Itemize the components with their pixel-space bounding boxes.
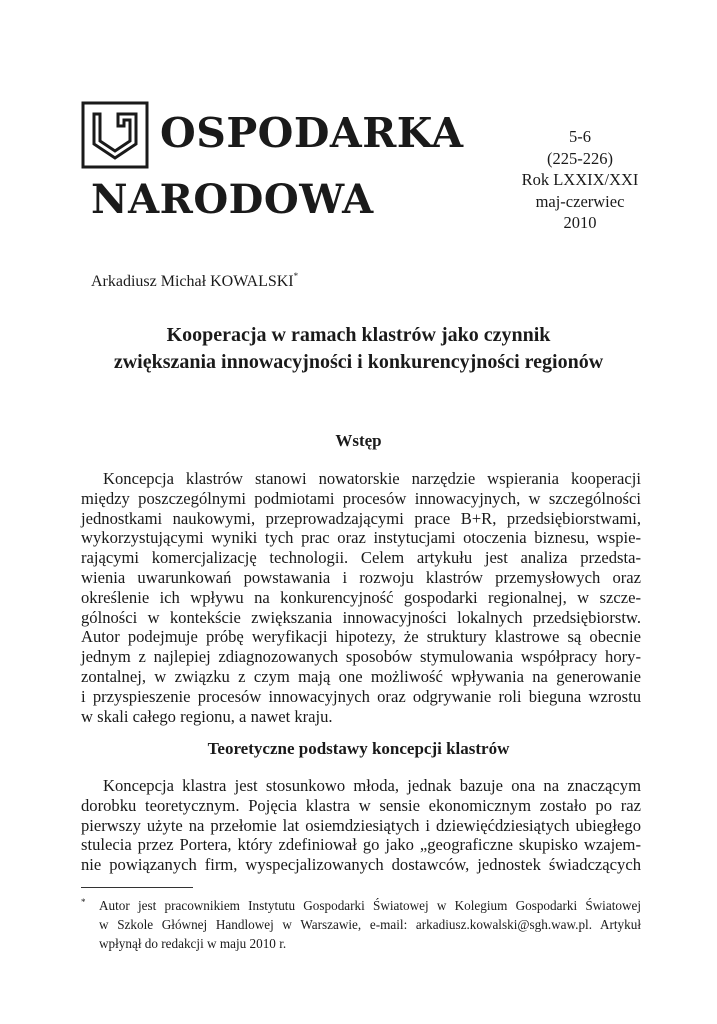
text-line: rającymi komercjalizację technologii. Celem artykułu jest analiza przedsta-	[81, 548, 641, 568]
issue-info	[505, 126, 655, 234]
issue-number: 5-6	[569, 127, 591, 146]
text-line: między poszczególnymi podmiotami procesów innowacyjnych, w szczególności	[81, 488, 641, 508]
section-heading-theory: Teoretyczne podstawy koncepcji klastrów	[207, 739, 510, 758]
text-line: dorobku teoretycznym. Pojęcia klastra w sensie ekonomicznym zostało po raz	[81, 795, 641, 815]
footnote-divider	[81, 887, 193, 888]
section-heading-intro: Wstęp	[335, 431, 382, 450]
text-line: gólności w kontekście zwiększania innowacyjności lokalnych przedsiębiorstw.	[81, 607, 641, 627]
footnote-line: wpłynął do redakcji w maju 2010 r.	[99, 936, 287, 951]
text-line: Koncepcja klastrów stanowi nowatorskie narzędzie wspierania kooperacji	[103, 469, 641, 488]
text-line: jednostkami naukowymi, przeprowadzającymi prace B+R, przedsiębiorstwami,	[81, 508, 641, 528]
article-author	[91, 266, 298, 292]
footnote-line: w Szkole Głównej Handlowej w Warszawie, e-mail: arkadiusz.kowalski@sgh.waw.pl. Artykuł	[99, 917, 641, 932]
text-line: Autor podejmuje próbę weryfikacji hipotezy, że struktury klastrowe są obecnie	[81, 627, 641, 647]
text-line: zontalnej, w związku z czym mają one możliwość wpływania na generowanie	[81, 666, 641, 686]
journal-title-line2: NARODOWA	[91, 176, 374, 223]
text-line: nie powiązanych firm, wyspecjalizowanych dostawców, jednostek świadczących	[81, 855, 641, 875]
article-title	[60, 322, 657, 376]
author-footnote-mark: *	[293, 271, 299, 281]
article-title-line: Kooperacja w ramach klastrów jako czynnik	[166, 324, 551, 346]
issue-year: 2010	[563, 213, 597, 232]
author-name: Arkadiusz Michał KOWALSKI	[91, 273, 294, 290]
text-line: pierwszy użyte na przełomie lat osiemdziesiątych i dziewięćdziesiątych ubiegłego	[81, 815, 641, 835]
footnote-mark: *	[81, 897, 86, 907]
issue-months: maj-czerwiec	[535, 191, 625, 211]
text-line: wienia uwarunkowań powstawania i rozwoju klastrów przemysłowych oraz	[81, 567, 641, 587]
text-line: jednym z najlepiej zdiagnozowanych sposobów stymulowania współpracy hory-	[81, 647, 641, 667]
footnote-line: Autor jest pracownikiem Instytutu Gospodarki Światowej w Kolegium Gospodarki Światowej	[99, 898, 641, 913]
issue-year-volume: Rok LXXIX/XXI	[521, 170, 639, 189]
text-line: wykorzystującymi wyniki tych prac oraz instytucjami otoczenia biznesu, wspie-	[81, 528, 641, 548]
footnote	[81, 896, 641, 953]
text-line: określenie ich wpływu na konkurencyjność gospodarki regionalnej, w szcze-	[81, 587, 641, 607]
theory-paragraph	[81, 776, 641, 875]
text-line: w skali całego regionu, a nawet kraju.	[81, 706, 333, 726]
article-title-line: zwiększania innowacyjności i konkurencyjności regionów	[113, 351, 604, 373]
intro-paragraph	[81, 469, 641, 726]
journal-logo-icon	[80, 100, 150, 170]
text-line: stulecia przez Portera, który zdefiniował go jako „geograficzne skupisko wzajem-	[81, 835, 641, 855]
text-line: i przyspieszenie procesów innowacyjnych oraz odgrywanie roli bieguna wzrostu	[81, 686, 641, 706]
issue-cumulative: (225-226)	[547, 148, 613, 168]
journal-title-line1: OSPODARKA	[160, 109, 464, 157]
text-line: Koncepcja klastra jest stosunkowo młoda, jednak bazuje ona na znaczącym	[103, 776, 641, 795]
